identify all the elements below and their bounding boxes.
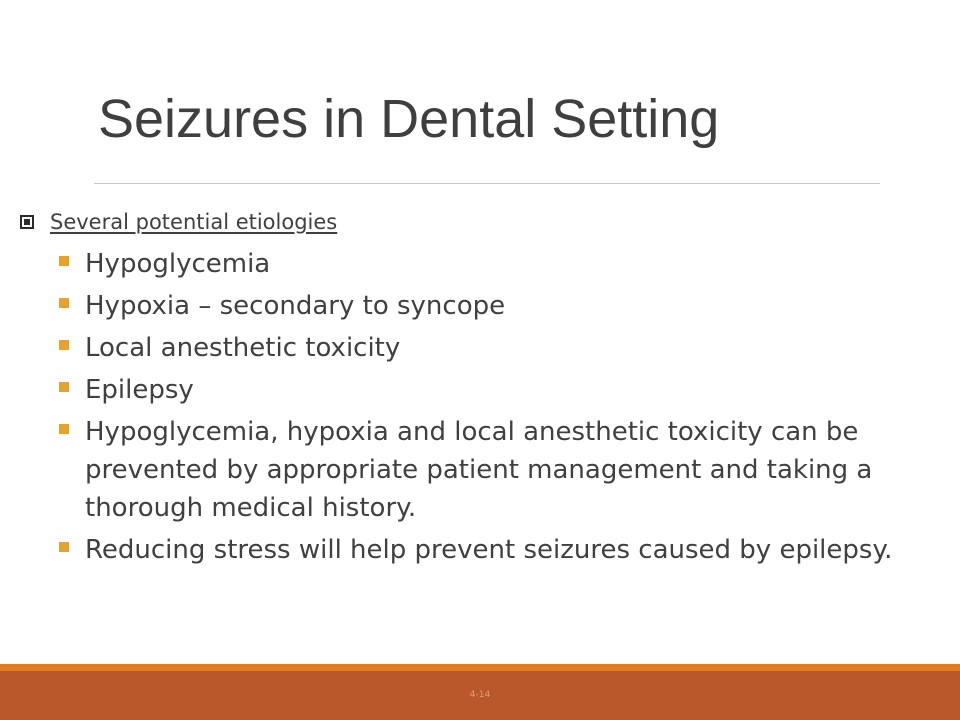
sub-bullet-item xyxy=(57,287,917,325)
orange-square-bullet-icon xyxy=(59,382,69,392)
title-divider xyxy=(94,183,880,184)
sub-bullet-text: Hypoglycemia, hypoxia and local anesthetic toxicity can be prevented by appropriate patient management and taking a thorough medical history. xyxy=(85,417,873,523)
orange-square-bullet-icon xyxy=(59,256,69,266)
slide-title: Seizures in Dental Setting xyxy=(98,89,720,149)
main-bullet-item xyxy=(20,205,337,239)
footer-accent-line xyxy=(0,664,960,671)
orange-square-bullet-icon xyxy=(59,542,69,552)
sub-bullet-text: Local anesthetic toxicity xyxy=(85,333,401,363)
orange-square-bullet-icon xyxy=(59,424,69,434)
sub-bullet-text: Hypoglycemia xyxy=(85,249,271,279)
sub-bullet-item xyxy=(57,371,917,409)
square-bullet-icon xyxy=(20,215,34,229)
sub-bullet-text: Epilepsy xyxy=(85,375,194,405)
sub-bullet-item xyxy=(57,329,917,367)
sub-bullet-item xyxy=(57,413,917,527)
slide-number: 4-14 xyxy=(469,690,491,700)
sub-bullet-text: Hypoxia – secondary to syncope xyxy=(85,291,506,321)
sub-bullet-item xyxy=(57,531,917,569)
sub-bullet-item xyxy=(57,245,917,283)
sub-bullet-list xyxy=(57,245,917,573)
main-bullet-text[interactable]: Several potential etiologies xyxy=(50,210,338,234)
orange-square-bullet-icon xyxy=(59,340,69,350)
sub-bullet-text: Reducing stress will help prevent seizures caused by epilepsy. xyxy=(85,535,893,565)
orange-square-bullet-icon xyxy=(59,298,69,308)
